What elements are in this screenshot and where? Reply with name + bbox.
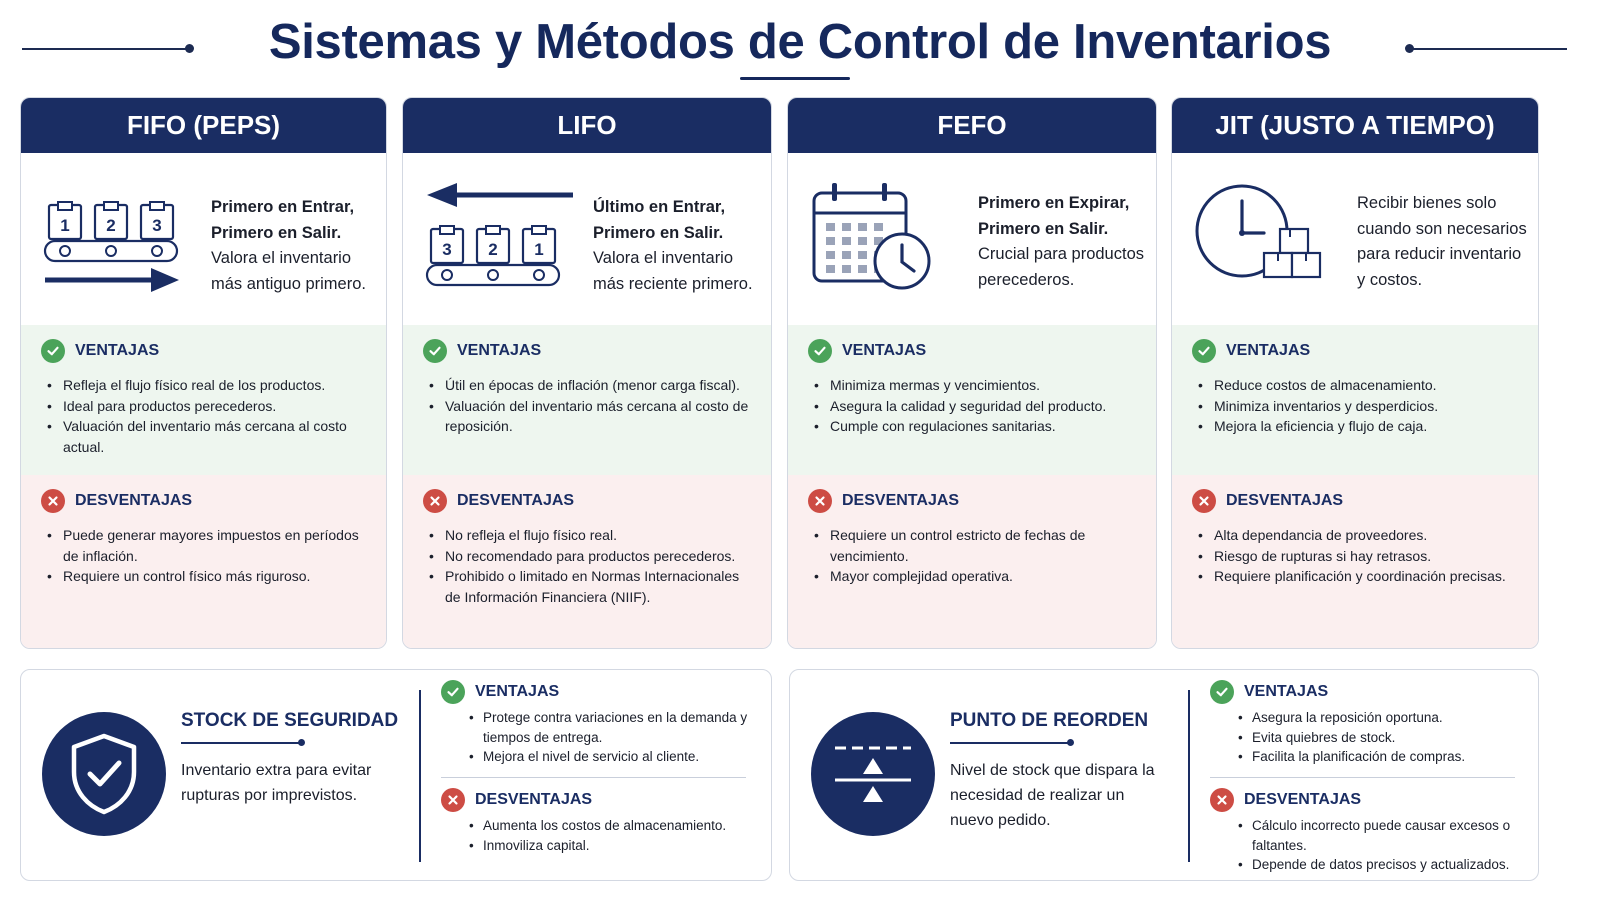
list-item: • Mayor complejidad operativa. [814,566,1136,587]
panel-title-rule [950,742,1070,744]
list-item: • Cumple con regulaciones sanitarias. [814,416,1136,437]
card-description [978,191,1157,293]
x-circle-icon [41,489,65,513]
svg-text:1: 1 [534,240,544,259]
advantages-heading-list [1210,708,1530,767]
advantages-heading-label: VENTAJAS [1226,342,1311,359]
description-line: más antiguo primero. [211,274,366,293]
page-title: Sistemas y Métodos de Control de Inventarios [268,15,1332,69]
reorder-level-icon [811,712,935,836]
advantages-heading-list [808,375,1136,437]
list-item: • Requiere un control físico más riguroso. [47,566,366,587]
shield-check-icon [42,712,166,836]
card-summary [1172,153,1538,325]
svg-text:2: 2 [106,216,116,235]
disadvantages-heading-list [808,525,1136,587]
list-item: • Mejora la eficiencia y flujo de caja. [1198,416,1518,437]
card-title: FIFO (PEPS) [21,98,386,153]
x-circle-icon [423,489,447,513]
card-title: LIFO [403,98,771,153]
description-line: cuando son necesarios [1357,219,1527,238]
title-rule-right [1409,48,1567,50]
check-circle-icon [1192,339,1216,363]
description-bold-line: Primero en Entrar, [211,198,355,216]
page-header [0,0,1600,92]
card-description [593,195,772,297]
list-item: • Protege contra variaciones en la demanda y tiempos de entrega. [469,708,761,747]
description-bold-line: Primero en Salir. [593,223,724,242]
disadvantages-heading-label: DESVENTAJAS [475,791,593,808]
disadvantages-heading [1192,487,1518,515]
list-item: • Aumenta los costos de almacenamiento. [469,816,761,836]
card-description [211,195,387,297]
description-line: Valora el inventario [593,249,734,267]
description-bold-line: Primero en Salir. [211,223,342,242]
list-item: • Riesgo de rupturas si hay retrasos. [1198,546,1518,567]
panel-description: Nivel de stock que dispara la necesidad de realizar un nuevo pedido. [950,762,1155,829]
card-summary [403,153,771,325]
advantages-section [788,325,1156,475]
description-line: Valora el inventario [211,249,352,267]
list-item: • Asegura la reposición oportuna. [1238,708,1530,728]
title-underline [740,77,850,80]
advantages-heading-list [1192,375,1518,437]
check-circle-icon [41,339,65,363]
x-circle-icon [441,788,465,812]
disadvantages-heading [808,487,1136,515]
x-circle-icon [1192,489,1216,513]
panel-divider [419,690,421,862]
disadvantages-heading-label: DESVENTAJAS [457,492,575,509]
advantages-heading-list [441,708,761,767]
list-item: • Puede generar mayores impuestos en períodos de inflación. [47,525,366,566]
disadvantages-heading-label: DESVENTAJAS [1244,791,1362,808]
disadvantages-heading [41,487,366,515]
advantages-section [21,325,386,475]
list-item: • Asegura la calidad y seguridad del producto. [814,396,1136,417]
disadvantages-section [403,475,771,649]
list-item: • Reduce costos de almacenamiento. [1198,375,1518,396]
panel-title: STOCK DE SEGURIDAD [181,710,399,731]
advantages-heading [441,678,761,706]
concept-panel [20,669,772,881]
advantages-heading-label: VENTAJAS [1244,683,1329,700]
method-card [787,97,1157,649]
advantages-heading [808,337,1136,365]
disadvantages-section [788,475,1156,649]
panel-pros-cons [441,678,761,855]
list-item: • Minimiza mermas y vencimientos. [814,375,1136,396]
list-item: • No refleja el flujo físico real. [429,525,751,546]
disadvantages-heading-label: DESVENTAJAS [1226,492,1344,509]
conveyor-backward-icon [423,183,573,293]
x-circle-icon [808,489,832,513]
card-summary [21,153,386,325]
disadvantages-heading-list [41,525,366,587]
concept-panel [789,669,1539,881]
method-card [20,97,387,649]
description-line: y costos. [1357,270,1423,289]
list-item: • Valuación del inventario más cercana al costo de reposición. [429,396,751,437]
disadvantages-section [1172,475,1538,649]
panel-title: PUNTO DE REORDEN [950,710,1149,731]
check-circle-icon [423,339,447,363]
advantages-heading-label: VENTAJAS [75,342,160,359]
advantages-heading-list [423,375,751,437]
description-bold-line: Primero en Expirar, [978,194,1130,212]
card-title: FEFO [788,98,1156,153]
list-item: • Prohibido o limitado en Normas Internacionales de Información Financiera (NIIF). [429,566,751,607]
svg-text:3: 3 [442,240,452,259]
list-item: • Requiere un control estricto de fechas de vencimiento. [814,525,1136,566]
list-item: • Cálculo incorrecto puede causar excesos o faltantes. [1238,816,1530,855]
card-title: JIT (JUSTO A TIEMPO) [1172,98,1538,153]
conveyor-forward-icon [41,183,191,293]
disadvantages-heading-list [1192,525,1518,587]
description-bold-line: Primero en Salir. [978,219,1109,238]
list-item: • Evita quiebres de stock. [1238,728,1530,748]
list-item: • Valuación del inventario más cercana al costo actual. [47,416,366,457]
check-circle-icon [441,680,465,704]
advantages-section [1172,325,1538,475]
check-circle-icon [1210,680,1234,704]
panel-title-rule-dot [1067,739,1074,746]
advantages-heading-label: VENTAJAS [475,683,560,700]
disadvantages-heading-list [423,525,751,607]
advantages-heading [423,337,751,365]
list-item: • Depende de datos precisos y actualizados. [1238,855,1530,875]
description-line: perecederos. [978,270,1075,289]
list-item: • Ideal para productos perecederos. [47,396,366,417]
list-item: • Minimiza inventarios y desperdicios. [1198,396,1518,417]
list-item: • Mejora el nivel de servicio al cliente. [469,747,761,767]
list-item: • Requiere planificación y coordinación precisas. [1198,566,1518,587]
clock-boxes-icon [1192,183,1342,293]
list-item: • Útil en épocas de inflación (menor carga fiscal). [429,375,751,396]
advantages-heading-label: VENTAJAS [842,342,927,359]
disadvantages-heading-label: DESVENTAJAS [75,492,193,509]
advantages-heading [1210,678,1530,706]
advantages-heading-label: VENTAJAS [457,342,542,359]
title-rule-dot-left [185,44,194,53]
list-item: • Alta dependancia de proveedores. [1198,525,1518,546]
panel-pros-cons [1210,678,1530,875]
panel-section-divider [1210,777,1515,779]
list-item: • Inmoviliza capital. [469,836,761,856]
list-item: • Facilita la planificación de compras. [1238,747,1530,767]
disadvantages-heading-list [1210,816,1530,875]
card-description [1357,191,1539,293]
disadvantages-heading-label: DESVENTAJAS [842,492,960,509]
panel-divider [1188,690,1190,862]
panel-title-rule [181,742,301,744]
advantages-section [403,325,771,475]
method-card [1171,97,1539,649]
description-line: más reciente primero. [593,274,753,293]
check-circle-icon [808,339,832,363]
advantages-heading-list [41,375,366,457]
panel-description: Inventario extra para evitar rupturas por imprevistos. [181,762,372,804]
advantages-heading [41,337,366,365]
list-item: • Refleja el flujo físico real de los productos. [47,375,366,396]
description-line: Recibir bienes solo [1357,194,1497,212]
disadvantages-heading [1210,786,1530,814]
method-card [402,97,772,649]
description-line: Crucial para productos [978,245,1144,263]
disadvantages-heading-list [441,816,761,855]
card-summary [788,153,1156,325]
disadvantages-section [21,475,386,649]
description-bold-line: Último en Entrar, [593,198,726,216]
disadvantages-heading [441,786,761,814]
x-circle-icon [1210,788,1234,812]
description-line: para reducir inventario [1357,245,1522,263]
disadvantages-heading [423,487,751,515]
svg-text:1: 1 [60,216,70,235]
title-rule-left [22,48,189,50]
list-item: • No recomendado para productos perecederos. [429,546,751,567]
svg-text:2: 2 [488,240,498,259]
panel-title-rule-dot [298,739,305,746]
calendar-clock-icon [808,183,958,293]
svg-text:3: 3 [152,216,162,235]
panel-section-divider [441,777,746,779]
advantages-heading [1192,337,1518,365]
